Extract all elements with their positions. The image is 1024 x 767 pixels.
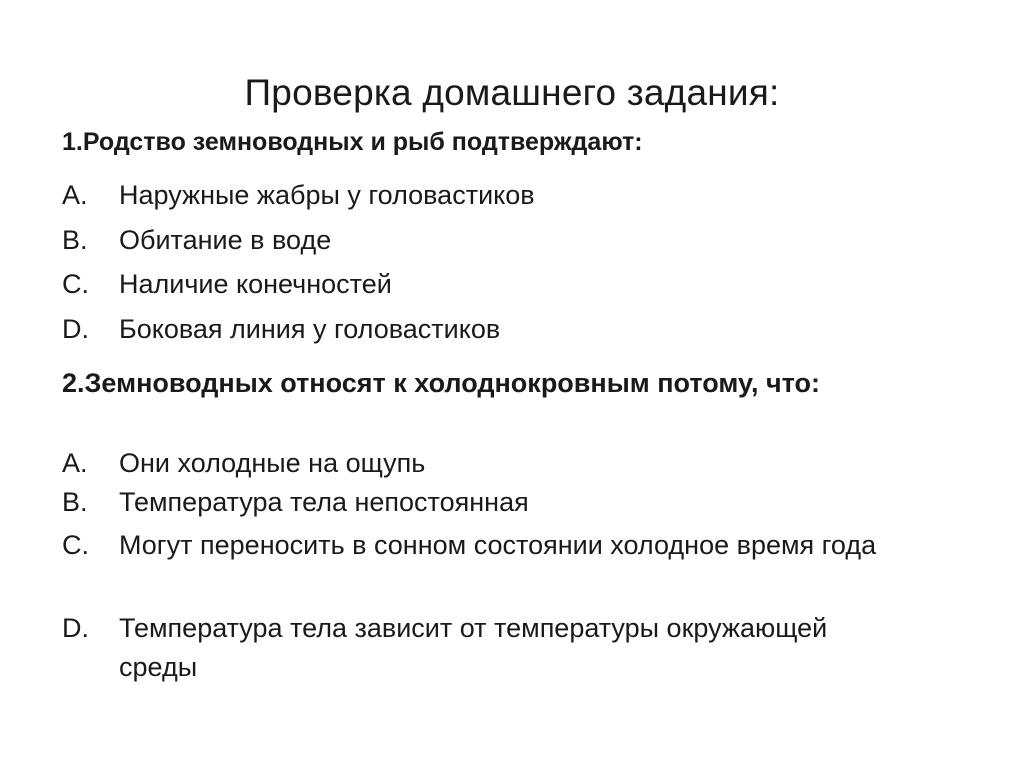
option-letter: A.	[62, 180, 88, 210]
option-letter: C.	[62, 530, 89, 560]
option-letter: C.	[62, 269, 89, 299]
option-letter: D.	[62, 613, 89, 643]
option-text: Наружные жабры у головастиков	[119, 180, 535, 210]
option-letter: A.	[62, 448, 88, 478]
option-text: Они холодные на ощупь	[119, 448, 426, 478]
option-text: Температура тела непостоянная	[119, 487, 529, 517]
slide-title: Проверка домашнего задания:	[244, 72, 780, 113]
option-letter: B.	[62, 487, 88, 517]
option-text: Могут переносить в сонном состоянии холодное время года	[119, 530, 877, 560]
question-2-heading: 2.Земноводных относят к холоднокровным потому, что:	[62, 368, 821, 398]
option-text: Температура тела зависит от температуры окружающей среды	[119, 613, 828, 682]
option-letter: B.	[62, 225, 88, 255]
option-text: Наличие конечностей	[119, 269, 392, 299]
option-letter: D.	[62, 314, 89, 344]
option-text: Боковая линия у головастиков	[119, 314, 501, 344]
option-text: Обитание в воде	[119, 225, 332, 255]
question-1-heading: 1.Родство земноводных и рыб подтверждают:	[62, 128, 643, 156]
